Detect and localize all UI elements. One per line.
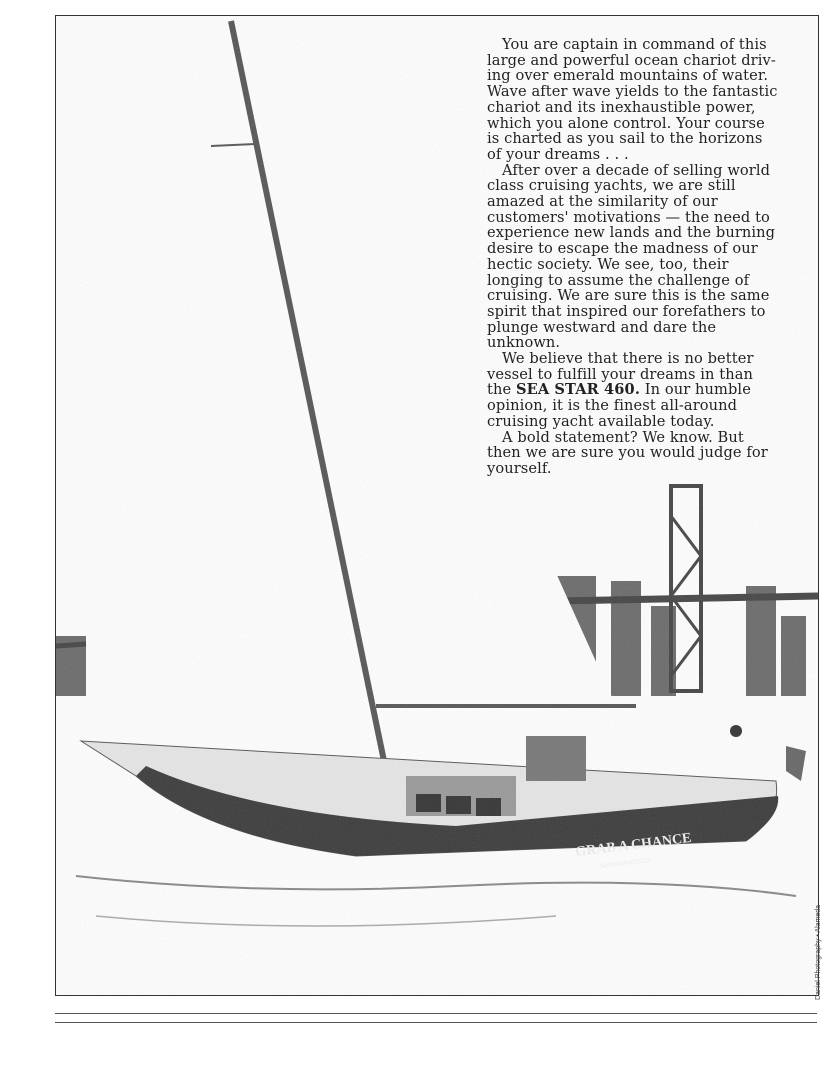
- paragraph-1: [487, 37, 807, 163]
- text-line: Wave after wave yields to the fantastic: [487, 83, 778, 101]
- text-line: [487, 382, 807, 398]
- text-line: large and powerful ocean chariot driv-: [487, 51, 776, 69]
- text-line: We believe that there is no better: [502, 350, 754, 368]
- text-line: ing over emerald mountains of water.: [487, 67, 769, 85]
- text-line: amazed at the similarity of our: [487, 193, 718, 211]
- paragraph-4: [487, 430, 807, 477]
- text-line: spirit that inspired our forefathers to: [487, 302, 766, 320]
- divider-rule: [55, 1022, 817, 1023]
- text-fragment: In our humble: [640, 381, 751, 399]
- text-line: cruising. We are sure this is the same: [487, 287, 770, 305]
- paragraph-2: [487, 163, 807, 351]
- photo-credit: Daniel Photography • Alameda: [815, 904, 822, 1000]
- text-line: which you alone control. Your course: [487, 114, 765, 132]
- text-line: plunge westward and dare the: [487, 318, 717, 336]
- text-line: vessel to fulfill your dreams in than: [487, 365, 754, 383]
- text-line: A bold statement? We know. But: [502, 428, 744, 446]
- text-line: of your dreams . . .: [487, 145, 629, 163]
- divider-rule: [55, 1013, 817, 1014]
- text-line: then we are sure you would judge for: [487, 444, 768, 462]
- text-line: cruising yacht available today.: [487, 412, 715, 430]
- text-fragment: the: [487, 381, 516, 399]
- text-line: is charted as you sail to the horizons: [487, 130, 763, 148]
- text-line: customers' motivations — the need to: [487, 208, 770, 226]
- text-line: unknown.: [487, 334, 561, 352]
- product-name: SEA STAR 460.: [515, 381, 640, 399]
- text-line: hectic society. We see, too, their: [487, 255, 729, 273]
- ad-copy: [487, 37, 807, 477]
- text-line: experience new lands and the burning: [487, 224, 776, 242]
- text-line: After over a decade of selling world: [502, 161, 771, 179]
- text-line: chariot and its inexhaustible power,: [487, 98, 756, 116]
- text-line: desire to escape the madness of our: [487, 240, 758, 258]
- text-line: yourself.: [487, 459, 552, 477]
- photo-frame: [55, 15, 819, 996]
- text-line: class cruising yachts, we are still: [487, 177, 736, 195]
- paragraph-3: [487, 351, 807, 430]
- text-line: You are captain in command of this: [502, 36, 767, 53]
- text-line: opinion, it is the finest all-around: [487, 397, 738, 415]
- text-line: longing to assume the challenge of: [487, 271, 750, 289]
